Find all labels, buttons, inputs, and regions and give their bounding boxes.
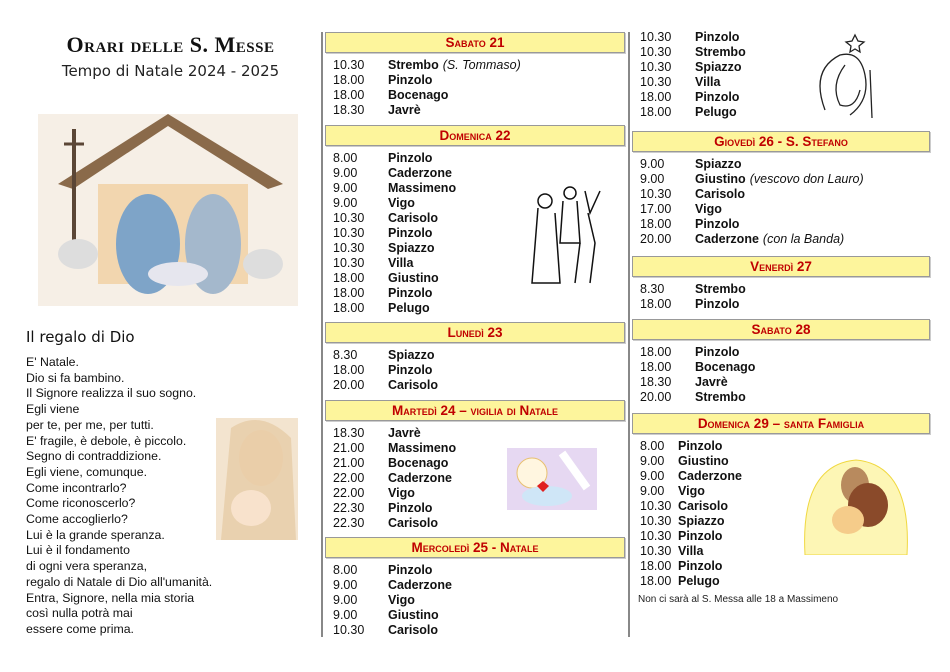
mass-time: 20.00 (333, 378, 365, 392)
day-header: Venerdì 27 (632, 256, 930, 277)
schedule-note: Non ci sarà al S. Messa alle 18 a Massimeno (638, 594, 839, 605)
mass-time: 22.00 (333, 486, 365, 500)
mass-location: Carisolo (695, 187, 746, 201)
mass-row (333, 623, 625, 638)
page-subtitle: Tempo di Natale 2024 - 2025 (61, 62, 280, 80)
mass-location: Strembo (695, 390, 746, 404)
mass-location: Caderzone (695, 232, 759, 246)
mass-time: 10.30 (640, 529, 672, 543)
mass-location: Pelugo (388, 301, 430, 315)
mass-location: Strembo (695, 45, 746, 59)
mass-time: 18.30 (333, 426, 365, 440)
mass-row (640, 202, 930, 217)
day-header: Domenica 22 (325, 125, 625, 146)
poem-line: di ogni vera speranza, (26, 559, 147, 574)
mass-location: Carisolo (388, 516, 439, 530)
mass-time: 10.30 (333, 256, 365, 270)
mass-row (640, 282, 930, 297)
mass-location: Caderzone (388, 166, 452, 180)
holy-family-line-drawing (810, 30, 892, 120)
mass-location: Pinzolo (388, 363, 433, 377)
mass-time: 9.00 (333, 196, 358, 210)
mass-location: Massimeno (388, 181, 457, 195)
mass-time: 18.30 (640, 375, 672, 389)
mass-time: 22.00 (333, 471, 365, 485)
poem-line: E' fragile, è debole, è piccolo. (26, 433, 187, 448)
mass-location: Pinzolo (695, 297, 740, 311)
mass-row (640, 390, 930, 405)
mass-note: (S. Tommaso) (442, 58, 521, 72)
mass-time: 10.30 (640, 187, 672, 201)
mass-location: Carisolo (388, 623, 439, 637)
mass-time: 10.30 (333, 58, 365, 72)
day-section-sabato-21 (325, 32, 625, 118)
day-header: Domenica 29 – santa Famiglia (632, 413, 930, 434)
mass-time: 18.00 (333, 363, 365, 377)
mass-time: 18.00 (333, 88, 365, 102)
mass-location: Pinzolo (695, 30, 740, 44)
mass-row (640, 297, 930, 312)
mass-location: Giustino (388, 271, 439, 285)
mass-time: 10.30 (333, 211, 365, 225)
mass-location: Giustino (678, 454, 729, 468)
poem-line: Lui è la grande speranza. (26, 527, 165, 542)
mass-row (333, 73, 625, 88)
mass-location: Strembo (695, 282, 746, 296)
day-section-giovedi-26 (632, 131, 930, 247)
mass-row (333, 348, 625, 363)
column-divider (628, 32, 630, 637)
mass-time: 9.00 (333, 181, 358, 195)
mass-row (640, 157, 930, 172)
mass-time: 21.00 (333, 441, 365, 455)
mass-time: 8.00 (640, 439, 665, 453)
mass-row (640, 574, 930, 589)
page-title: Orari delle S. Messe (66, 32, 275, 57)
mass-row (333, 301, 625, 316)
mass-row (333, 58, 625, 73)
poem-line: essere come prima. (26, 621, 134, 636)
day-section-venerdi-27 (632, 256, 930, 312)
poem-line: Egli viene, comunque. (26, 464, 147, 479)
mass-location: Bocenago (388, 88, 449, 102)
mass-row (333, 426, 625, 441)
mass-time: 18.00 (640, 90, 672, 104)
angel-image (507, 448, 597, 510)
day-header: Sabato 21 (325, 32, 625, 53)
mass-location: Spiazzo (388, 348, 435, 362)
mass-time: 18.00 (640, 360, 672, 374)
mass-row (640, 172, 930, 187)
mass-row (640, 375, 930, 390)
mass-location: Spiazzo (695, 60, 742, 74)
mass-row (640, 345, 930, 360)
mass-row (333, 286, 625, 301)
mass-location: Pinzolo (695, 90, 740, 104)
mass-location: Spiazzo (695, 157, 742, 171)
mass-location: Massimeno (388, 441, 457, 455)
mass-time: 10.30 (333, 623, 365, 637)
day-header: Giovedì 26 - S. Stefano (632, 131, 930, 152)
mass-location: Bocenago (388, 456, 449, 470)
mass-location: Vigo (678, 484, 705, 498)
mass-time: 8.00 (333, 563, 358, 577)
mass-location: Pinzolo (695, 345, 740, 359)
column-divider (321, 32, 323, 637)
mass-row (333, 378, 625, 393)
mass-location: Giustino (388, 608, 439, 622)
mass-time: 18.00 (333, 301, 365, 315)
mass-time: 20.00 (640, 390, 672, 404)
poem-line: regalo di Natale di Dio all'umanità. (26, 574, 213, 589)
mass-time: 9.00 (333, 593, 358, 607)
mass-time: 10.30 (333, 241, 365, 255)
mass-row (333, 578, 625, 593)
mass-location: Giustino (695, 172, 746, 186)
mass-time: 9.00 (640, 484, 665, 498)
mass-location: Pinzolo (388, 563, 433, 577)
mass-row (333, 166, 625, 181)
mass-location: Carisolo (388, 378, 439, 392)
mass-row (333, 608, 625, 623)
mass-time: 21.00 (333, 456, 365, 470)
poem-line: Egli viene (26, 402, 80, 417)
mass-location: Pinzolo (388, 73, 433, 87)
mass-location: Pinzolo (678, 559, 723, 573)
mass-location: Villa (388, 256, 414, 270)
mass-time: 9.00 (640, 454, 665, 468)
mass-location: Pinzolo (388, 286, 433, 300)
mass-time: 18.00 (640, 297, 672, 311)
mass-time: 18.00 (640, 105, 672, 119)
mass-location: Villa (678, 544, 704, 558)
poem-line: Il Signore realizza il suo sogno. (26, 386, 197, 401)
day-section-sabato-28 (632, 319, 930, 405)
mass-location: Vigo (388, 593, 415, 607)
day-section-lunedi-23 (325, 322, 625, 393)
mass-row (333, 363, 625, 378)
mass-location: Vigo (695, 202, 722, 216)
mass-location: Pelugo (678, 574, 720, 588)
mass-note: (con la Banda) (762, 232, 845, 246)
mass-time: 10.30 (640, 45, 672, 59)
mass-location: Pinzolo (388, 151, 433, 165)
poem-line: E' Natale. (26, 355, 79, 369)
poem-line: Entra, Signore, nella mia storia (26, 590, 195, 605)
mass-location: Pelugo (695, 105, 737, 119)
mass-time: 22.30 (333, 501, 365, 515)
day-header: Martedì 24 – vigilia di Natale (325, 400, 625, 421)
mass-row (333, 593, 625, 608)
poem-line: Dio si fa bambino. (26, 370, 125, 385)
poem-title: Il regalo di Dio (26, 328, 135, 346)
mass-location: Pinzolo (388, 226, 433, 240)
mass-time: 18.00 (640, 559, 672, 573)
mass-location: Vigo (388, 196, 415, 210)
mass-location: Bocenago (695, 360, 756, 374)
mass-row (333, 151, 625, 166)
mass-time: 18.30 (333, 103, 365, 117)
mass-location: Vigo (388, 486, 415, 500)
mass-location: Caderzone (388, 471, 452, 485)
mass-time: 10.30 (640, 75, 672, 89)
mass-location: Caderzone (678, 469, 742, 483)
poem-line: Come riconoscerlo? (26, 496, 136, 511)
mass-location: Pinzolo (388, 501, 433, 515)
mass-location: Pinzolo (695, 217, 740, 231)
mass-row (333, 516, 625, 531)
mass-time: 9.00 (640, 157, 665, 171)
mass-location: Caderzone (388, 578, 452, 592)
poem-line: Come incontrarlo? (26, 480, 127, 495)
mass-row (640, 187, 930, 202)
mass-row (640, 217, 930, 232)
madonna-image (216, 418, 298, 540)
mass-time: 10.30 (333, 226, 365, 240)
mass-time: 8.00 (333, 151, 358, 165)
mass-time: 8.30 (640, 282, 665, 296)
mass-row (333, 563, 625, 578)
mass-location: Javrè (388, 426, 421, 440)
mass-row (640, 360, 930, 375)
mass-time: 18.00 (333, 271, 365, 285)
mass-location: Strembo (388, 58, 439, 72)
flight-to-egypt-drawing (530, 183, 605, 288)
poem-line: Come accoglierlo? (26, 512, 128, 527)
poem-line: per te, per me, per tutti. (26, 417, 154, 432)
mass-row (333, 103, 625, 118)
mass-time: 9.00 (333, 578, 358, 592)
mass-location: Spiazzo (678, 514, 725, 528)
day-header: Mercoledì 25 - Natale (325, 537, 625, 558)
mass-time: 18.00 (333, 286, 365, 300)
mass-time: 22.30 (333, 516, 365, 530)
mass-location: Pinzolo (678, 529, 723, 543)
mass-time: 9.00 (640, 172, 665, 186)
mass-time: 10.30 (640, 544, 672, 558)
mass-time: 18.00 (333, 73, 365, 87)
mass-time: 9.00 (333, 608, 358, 622)
mass-time: 17.00 (640, 202, 672, 216)
mass-location: Javrè (695, 375, 728, 389)
mass-time: 20.00 (640, 232, 672, 246)
mass-time: 9.00 (640, 469, 665, 483)
mass-time: 18.00 (640, 217, 672, 231)
day-header: Sabato 28 (632, 319, 930, 340)
mass-note: (vescovo don Lauro) (749, 172, 864, 186)
mass-row (640, 232, 930, 247)
mass-location: Villa (695, 75, 721, 89)
mass-location: Spiazzo (388, 241, 435, 255)
day-section-mercoledi-25 (325, 537, 625, 638)
mass-time: 18.00 (640, 345, 672, 359)
nativity-image (38, 114, 298, 306)
mass-time: 10.30 (640, 60, 672, 74)
mass-location: Carisolo (678, 499, 729, 513)
mass-location: Javrè (388, 103, 421, 117)
day-header: Lunedì 23 (325, 322, 625, 343)
poem-text (26, 355, 212, 638)
mass-time: 9.00 (333, 166, 358, 180)
poem-line: Lui è il fondamento (26, 543, 130, 558)
mass-row (640, 439, 930, 454)
mass-time: 10.30 (640, 499, 672, 513)
mass-time: 8.30 (333, 348, 358, 362)
mass-location: Pinzolo (678, 439, 723, 453)
mass-time: 10.30 (640, 30, 672, 44)
mass-row (333, 88, 625, 103)
holy-family-image (800, 455, 912, 555)
mass-time: 18.00 (640, 574, 672, 588)
poem-line: Segno di contraddizione. (26, 449, 162, 464)
mass-location: Carisolo (388, 211, 439, 225)
mass-time: 10.30 (640, 514, 672, 528)
mass-row (640, 559, 930, 574)
poem-line: così nulla potrà mai (26, 606, 133, 621)
